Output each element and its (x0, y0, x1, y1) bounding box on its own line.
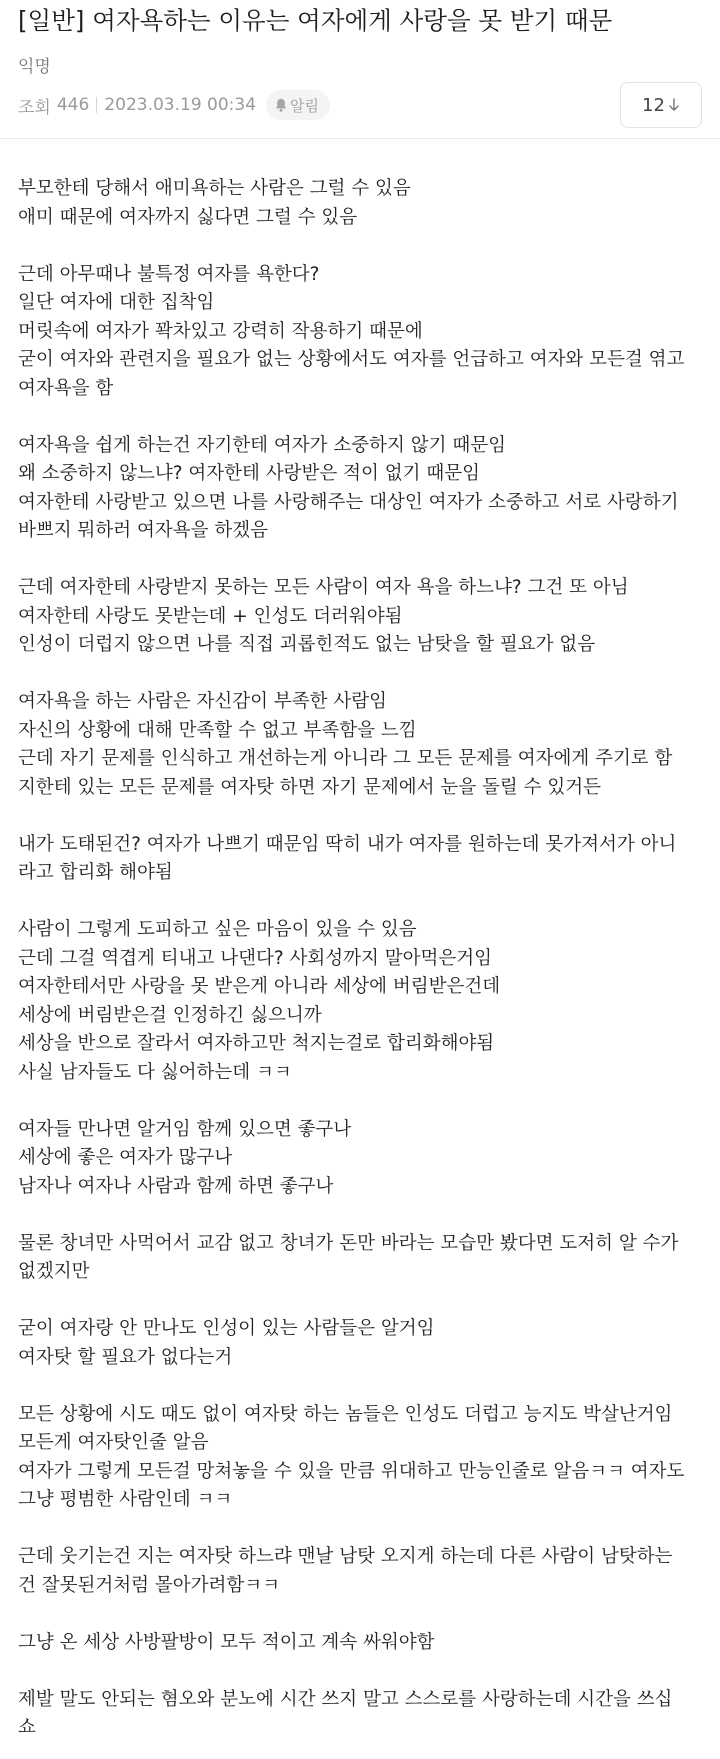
body-line: 물론 창녀만 사먹어서 교감 없고 창녀가 돈만 바라는 모습만 봤다면 도저히 알 수가 (18, 1232, 679, 1254)
body-line: 세상에 버림받은걸 인정하긴 싫으니까 (18, 1004, 322, 1026)
body-line: 여자한테 사랑도 못받는데 + 인성도 더러워야됨 (18, 605, 403, 627)
post-title: [일반] 여자욕하는 이유는 여자에게 사랑을 못 받기 때문 (18, 6, 613, 35)
bell-icon (275, 98, 287, 112)
body-line: 근데 여자한테 사랑받지 못하는 모든 사람이 여자 욕을 하느냐? 그건 또 아님 (18, 577, 629, 598)
body-line: 세상을 반으로 잘라서 여자하고만 척지는걸로 합리화해야됨 (18, 1033, 495, 1054)
body-line: 근데 그걸 역겹게 티내고 나댄다? 사회성까지 말아먹은거임 (18, 947, 493, 969)
body-line: 일단 여자에 대한 집착임 (18, 292, 215, 313)
post-header (0, 0, 720, 139)
paragraph-gap (18, 660, 702, 689)
body-line: 제발 말도 안되는 혐오와 분노에 시간 쓰지 말고 스스로를 사랑하는데 시간을 쓰십 (18, 1688, 673, 1710)
body-line: 그냥 온 세상 사방팔방이 모두 적이고 계속 싸워야함 (18, 1631, 435, 1653)
paragraph-gap (18, 888, 702, 917)
paragraph-gap (18, 1201, 702, 1230)
body-line: 자신의 상황에 대해 만족할 수 없고 부족함을 느낌 (18, 719, 417, 741)
paragraph-gap (18, 403, 702, 432)
paragraph-gap (18, 1657, 702, 1686)
body-line: 여자탓 할 필요가 없다는거 (18, 1346, 233, 1368)
body-line: 내가 도태된건? 여자가 나쁘기 때문임 딱히 내가 여자를 원하는데 못가져서가 아니 (18, 833, 677, 855)
paragraph-gap (18, 1287, 702, 1316)
arrow-down-icon (668, 98, 680, 112)
paragraph-gap (18, 1087, 702, 1116)
comment-count: 12 (642, 94, 665, 116)
body-line: 라고 합리화 해야됨 (18, 862, 173, 883)
body-line: 여자들 만나면 알거임 함께 있으면 좋구나 (18, 1118, 352, 1140)
body-line: 사람이 그렇게 도피하고 싶은 마음이 있을 수 있음 (18, 919, 417, 940)
body-line: 건 잘못된거처럼 몰아가려함ㅋㅋ (18, 1574, 280, 1596)
body-line: 그냥 평범한 사람인데 ㅋㅋ (18, 1489, 233, 1510)
views-label: 조회 (18, 97, 51, 118)
paragraph-gap (18, 546, 702, 575)
body-line: 쇼 (18, 1717, 36, 1738)
body-line: 여자욕을 함 (18, 377, 114, 399)
paragraph-gap (18, 802, 702, 831)
body-line: 왜 소중하지 않느냐? 여자한테 사랑받은 적이 없기 때문임 (18, 463, 481, 484)
body-line: 굳이 여자랑 안 만나도 인성이 있는 사람들은 알거임 (18, 1318, 435, 1339)
post-meta (18, 90, 330, 120)
body-line: 모든게 여자탓인줄 알음 (18, 1432, 209, 1453)
views-count: 446 (56, 95, 90, 115)
alarm-button[interactable] (266, 90, 330, 120)
body-line: 여자욕을 쉽게 하는건 자기한테 여자가 소중하지 않기 때문임 (18, 434, 506, 456)
body-line: 부모한테 당해서 애미욕하는 사람은 그럴 수 있음 (18, 178, 411, 199)
body-line: 세상에 좋은 여자가 많구나 (18, 1147, 233, 1168)
body-line: 없겠지만 (18, 1261, 90, 1282)
alarm-label: 알림 (290, 96, 320, 115)
body-line: 여자한테서만 사랑을 못 받은게 아니라 세상에 버림받은건데 (18, 976, 501, 997)
post-datetime: 2023.03.19 00:34 (104, 95, 257, 115)
body-line: 근데 아무때나 불특정 여자를 욕한다? (18, 263, 320, 285)
body-line: 여자욕을 하는 사람은 자신감이 부족한 사람임 (18, 691, 387, 712)
body-line: 여자한테 사랑받고 있으면 나를 사랑해주는 대상인 여자가 소중하고 서로 사랑하기 (18, 491, 679, 513)
paragraph-gap (18, 1372, 702, 1401)
body-line: 애미 때문에 여자까지 싫다면 그럴 수 있음 (18, 206, 358, 228)
body-line: 사실 남자들도 다 싫어하는데 ㅋㅋ (18, 1061, 292, 1083)
body-line: 인성이 더럽지 않으면 나를 직접 괴롭힌적도 없는 남탓을 할 필요가 없음 (18, 634, 596, 655)
body-line: 굳이 여자와 관련지을 필요가 없는 상황에서도 여자를 언급하고 여자와 모든걸 엮고 (18, 349, 685, 370)
meta-divider (96, 97, 97, 113)
body-line: 지한테 있는 모든 문제를 여자탓 하면 자기 문제에서 눈을 돌릴 수 있거든 (18, 776, 601, 798)
body-line: 모든 상황에 시도 때도 없이 여자탓 하는 놈들은 인성도 더럽고 능지도 박살난거임 (18, 1403, 673, 1425)
post-body (0, 139, 720, 1743)
post-author[interactable]: 익명 (18, 57, 51, 77)
body-line: 바쁘지 뭐하러 여자욕을 하겠음 (18, 520, 268, 541)
body-line: 근데 웃기는건 지는 여자탓 하느랴 맨날 남탓 오지게 하는데 다른 사람이 남탓하는 (18, 1546, 673, 1567)
comment-count-button[interactable] (620, 82, 702, 128)
body-line: 머릿속에 여자가 꽉차있고 강력히 작용하기 때문에 (18, 320, 423, 342)
body-line: 남자나 여자나 사람과 함께 하면 좋구나 (18, 1175, 334, 1197)
body-line: 근데 자기 문제를 인식하고 개선하는게 아니라 그 모든 문제를 여자에게 주기로 함 (18, 748, 673, 769)
paragraph-gap (18, 232, 702, 261)
paragraph-gap (18, 1515, 702, 1544)
body-line: 여자가 그렇게 모든걸 망쳐놓을 수 있을 만큼 위대하고 만능인줄로 알음ㅋㅋ 여자도 (18, 1460, 685, 1482)
paragraph-gap (18, 1600, 702, 1629)
